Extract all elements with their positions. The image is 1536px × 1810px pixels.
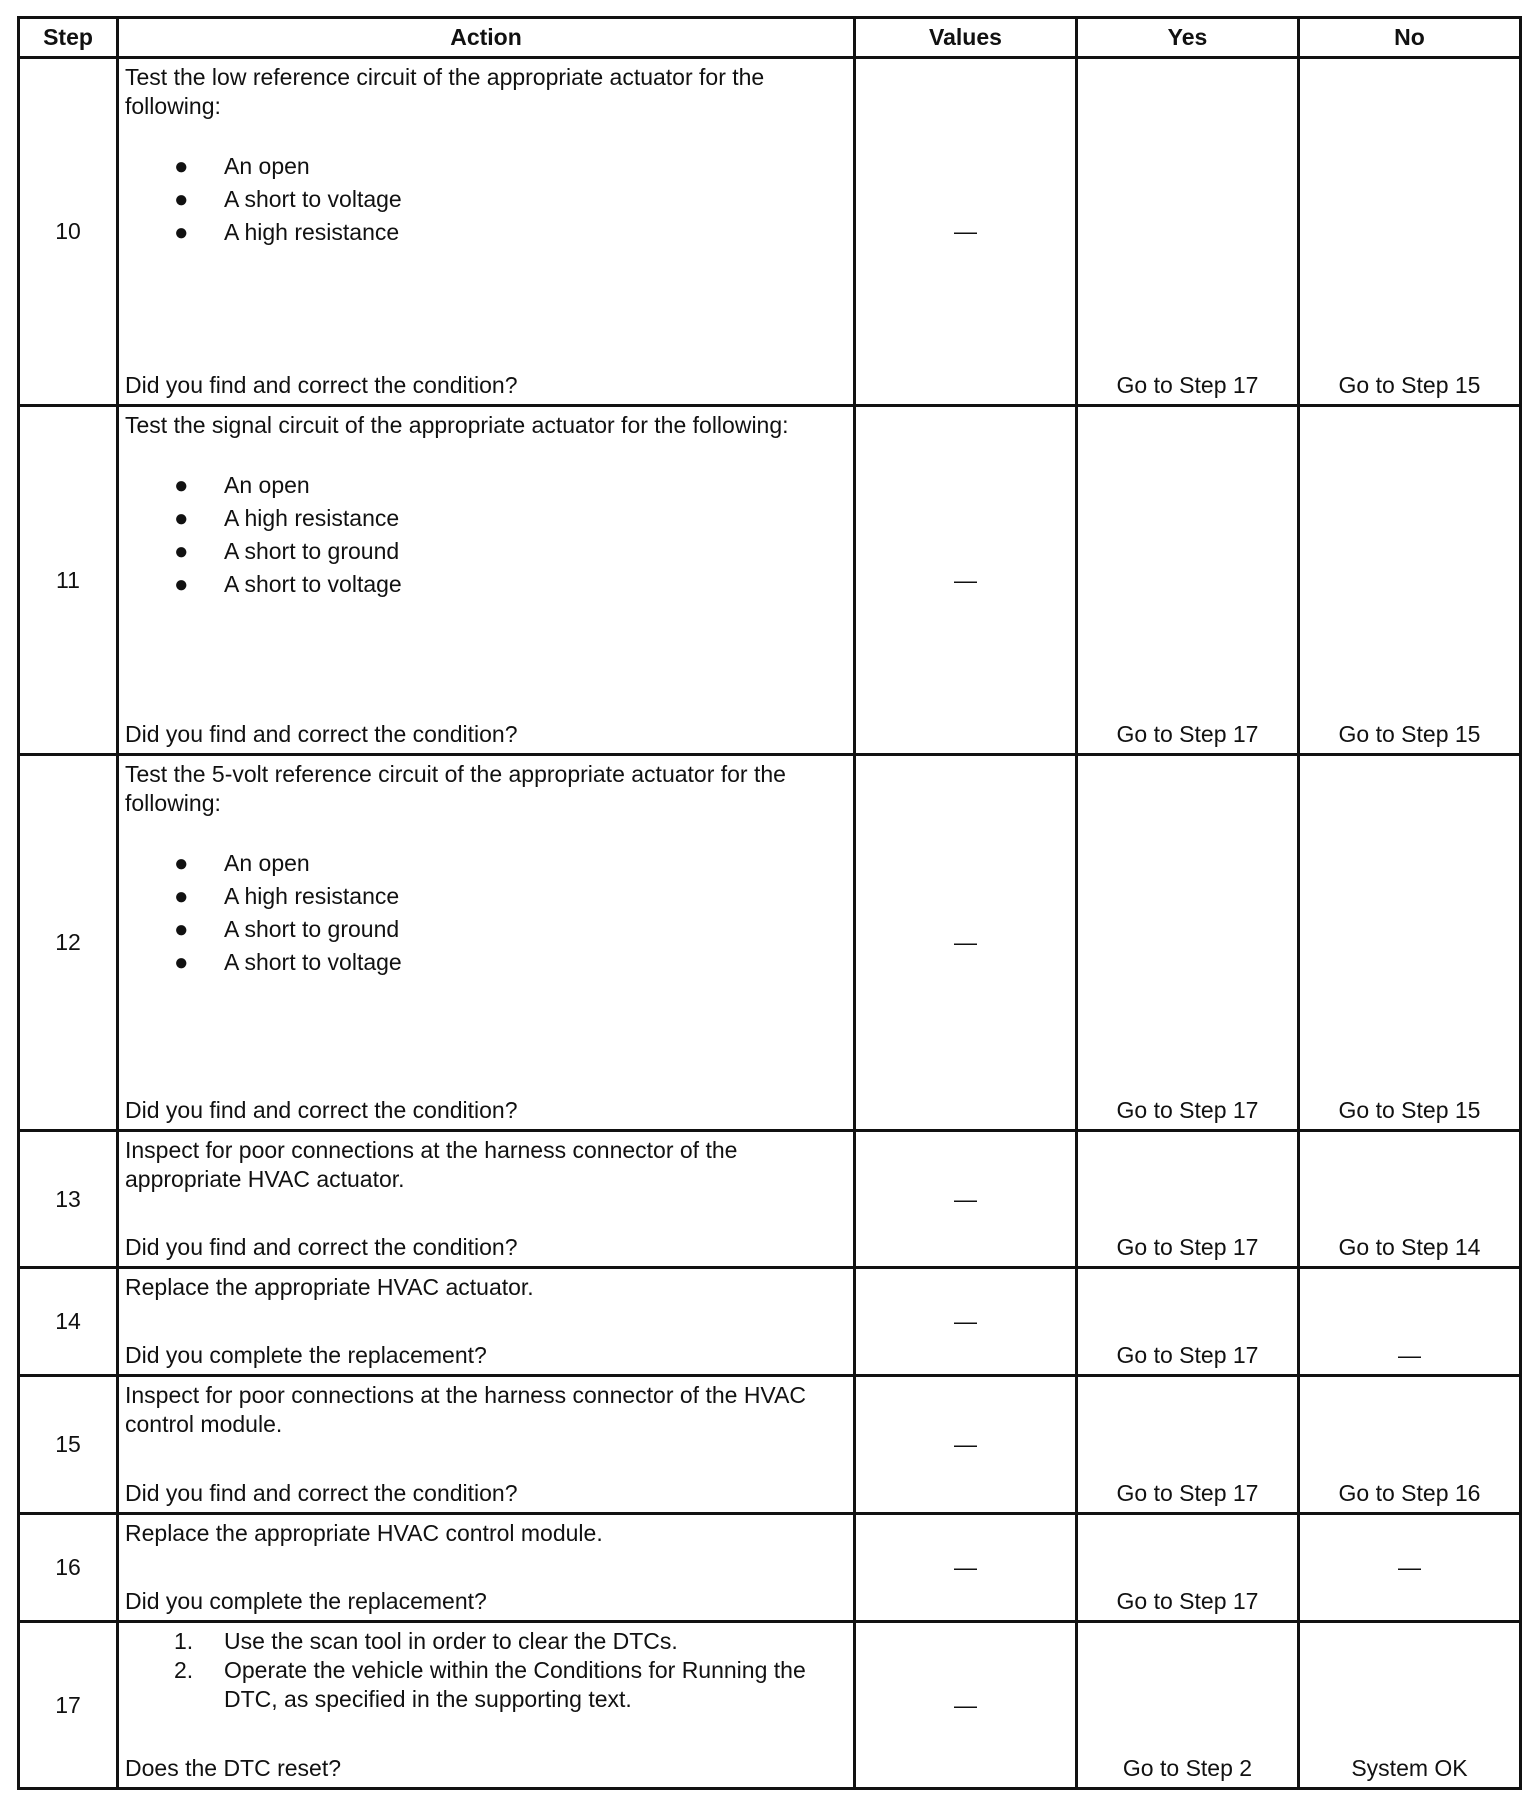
values-cell: — [855, 1514, 1077, 1622]
bullet-icon: ● [174, 850, 189, 877]
no-outcome: System OK [1351, 1755, 1468, 1781]
bullet-icon: ● [174, 186, 189, 213]
no-cell [1299, 1268, 1521, 1376]
action-instruction: Inspect for poor connections at the harness connector of the HVAC control module. [125, 1382, 807, 1437]
table-row [19, 1622, 1521, 1789]
step-number: 16 [19, 1514, 118, 1622]
action-cell [118, 58, 855, 406]
yes-cell [1077, 1514, 1299, 1622]
table-row [19, 1131, 1521, 1268]
table-row [19, 1376, 1521, 1514]
list-item [125, 946, 847, 979]
condition-text: An open [224, 850, 310, 876]
no-outcome: — [1398, 1342, 1421, 1368]
list-item [125, 150, 847, 183]
list-item [125, 568, 847, 601]
list-item [125, 913, 847, 946]
no-cell [1299, 406, 1521, 755]
table-row [19, 58, 1521, 406]
step-text: Operate the vehicle within the Conditions for Running the DTC, as specified in the supporting text. [224, 1657, 806, 1712]
values-cell: — [855, 1268, 1077, 1376]
action-cell [118, 755, 855, 1131]
header-step: Step [19, 18, 118, 58]
yes-outcome: Go to Step 17 [1116, 1588, 1259, 1614]
no-cell [1299, 58, 1521, 406]
list-item [125, 183, 847, 216]
step-number: 12 [19, 755, 118, 1131]
no-outcome: Go to Step 15 [1338, 1097, 1481, 1123]
action-instruction: Test the signal circuit of the appropriate actuator for the following: [125, 412, 789, 438]
no-cell [1299, 1131, 1521, 1268]
action-question: Did you find and correct the condition? [125, 721, 518, 747]
no-outcome: Go to Step 15 [1338, 372, 1481, 398]
action-question: Does the DTC reset? [125, 1755, 342, 1781]
header-no: No [1299, 18, 1521, 58]
list-item [125, 469, 847, 502]
condition-list [125, 469, 847, 601]
action-instruction: Replace the appropriate HVAC actuator. [125, 1274, 534, 1300]
step-index: 2. [174, 1657, 194, 1683]
step-index: 1. [174, 1628, 194, 1654]
no-cell [1299, 1376, 1521, 1514]
yes-cell [1077, 406, 1299, 755]
step-number: 14 [19, 1268, 118, 1376]
yes-outcome: Go to Step 2 [1122, 1755, 1253, 1781]
condition-text: A short to voltage [224, 571, 402, 597]
condition-text: An open [224, 472, 310, 498]
action-question: Did you find and correct the condition? [125, 372, 518, 398]
list-item [125, 216, 847, 249]
values-cell: — [855, 58, 1077, 406]
action-question: Did you complete the replacement? [125, 1588, 487, 1614]
no-cell: — [1299, 1514, 1521, 1622]
action-instruction: Test the low reference circuit of the appropriate actuator for the following: [125, 64, 765, 119]
step-number: 11 [19, 406, 118, 755]
yes-outcome: Go to Step 17 [1116, 721, 1259, 747]
no-outcome: Go to Step 14 [1338, 1234, 1481, 1260]
action-instruction: Inspect for poor connections at the harness connector of the appropriate HVAC actuator. [125, 1137, 738, 1192]
yes-outcome: Go to Step 17 [1116, 1234, 1259, 1260]
bullet-icon: ● [174, 472, 189, 499]
bullet-icon: ● [174, 883, 189, 910]
bullet-icon: ● [174, 538, 189, 565]
step-number: 15 [19, 1376, 118, 1514]
action-question: Did you find and correct the condition? [125, 1480, 518, 1506]
condition-text: A short to voltage [224, 949, 402, 975]
header-yes: Yes [1077, 18, 1299, 58]
bullet-icon: ● [174, 916, 189, 943]
step-number: 10 [19, 58, 118, 406]
bullet-icon: ● [174, 949, 189, 976]
list-item [125, 847, 847, 880]
action-question: Did you find and correct the condition? [125, 1097, 518, 1123]
yes-cell [1077, 1268, 1299, 1376]
yes-outcome: Go to Step 17 [1116, 372, 1259, 398]
action-cell [118, 1376, 855, 1514]
action-cell [118, 1131, 855, 1268]
action-cell [118, 1622, 855, 1789]
action-instruction: Test the 5-volt reference circuit of the appropriate actuator for the following: [125, 761, 786, 816]
action-cell [118, 1514, 855, 1622]
condition-text: A short to voltage [224, 186, 402, 212]
list-item [125, 1627, 847, 1656]
header-row [19, 18, 1521, 58]
bullet-icon: ● [174, 571, 189, 598]
step-number: 13 [19, 1131, 118, 1268]
yes-cell [1077, 1622, 1299, 1789]
yes-outcome: Go to Step 17 [1116, 1097, 1259, 1123]
bullet-icon: ● [174, 219, 189, 246]
list-item [125, 502, 847, 535]
no-cell [1299, 755, 1521, 1131]
yes-outcome: Go to Step 17 [1116, 1342, 1259, 1368]
list-item [125, 1656, 847, 1714]
action-question: Did you find and correct the condition? [125, 1234, 518, 1260]
condition-text: A short to ground [224, 538, 400, 564]
condition-list [125, 150, 847, 249]
yes-cell [1077, 58, 1299, 406]
yes-cell [1077, 1131, 1299, 1268]
no-outcome: Go to Step 16 [1338, 1480, 1481, 1506]
table-row [19, 755, 1521, 1131]
action-question: Did you complete the replacement? [125, 1342, 487, 1368]
condition-text: An open [224, 153, 310, 179]
yes-outcome: Go to Step 17 [1116, 1480, 1259, 1506]
header-action: Action [118, 18, 855, 58]
condition-text: A high resistance [224, 219, 400, 245]
yes-cell [1077, 755, 1299, 1131]
values-cell: — [855, 755, 1077, 1131]
action-instruction: Replace the appropriate HVAC control module. [125, 1520, 603, 1546]
header-values: Values [855, 18, 1077, 58]
diagnostic-procedure [17, 16, 1519, 1792]
no-cell [1299, 1622, 1521, 1789]
values-cell: — [855, 1131, 1077, 1268]
yes-cell [1077, 1376, 1299, 1514]
table-row [19, 1268, 1521, 1376]
diagnostic-table [17, 16, 1522, 1790]
step-text: Use the scan tool in order to clear the DTCs. [224, 1628, 678, 1654]
table-row [19, 406, 1521, 755]
values-cell: — [855, 1622, 1077, 1789]
step-number: 17 [19, 1622, 118, 1789]
action-cell [118, 406, 855, 755]
action-cell [118, 1268, 855, 1376]
no-outcome: Go to Step 15 [1338, 721, 1481, 747]
numbered-steps [125, 1627, 847, 1714]
list-item [125, 535, 847, 568]
bullet-icon: ● [174, 153, 189, 180]
list-item [125, 880, 847, 913]
condition-text: A high resistance [224, 883, 400, 909]
condition-list [125, 847, 847, 979]
values-cell: — [855, 1376, 1077, 1514]
condition-text: A high resistance [224, 505, 400, 531]
condition-text: A short to ground [224, 916, 400, 942]
bullet-icon: ● [174, 505, 189, 532]
values-cell: — [855, 406, 1077, 755]
table-row [19, 1514, 1521, 1622]
